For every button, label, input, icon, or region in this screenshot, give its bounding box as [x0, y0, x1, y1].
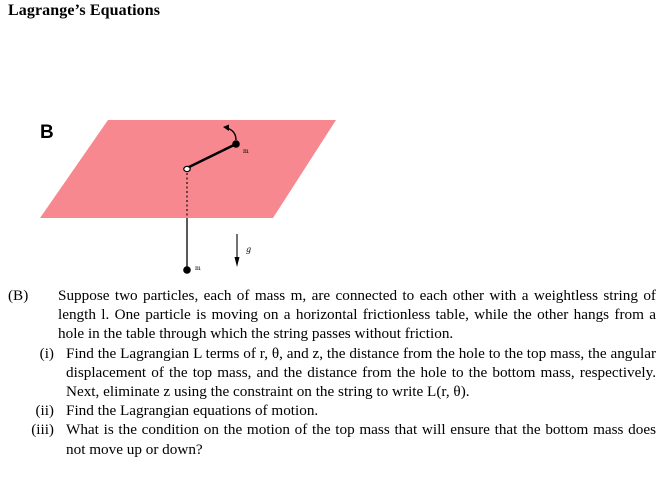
- gravity-label: g: [246, 245, 252, 254]
- top-mass: [232, 140, 240, 148]
- subpart-text: Find the Lagrangian equations of motion.: [66, 402, 319, 420]
- subpart-text: Find the Lagrangian L terms of r, θ, and z, the distance from the hole to the top mass, the angular displacement of the top mass, and the distance from the hole to the bottom mass, respectively. Next, eliminate z using the constraint on the string to write L(r, θ).: [66, 344, 656, 401]
- subpart-item: [20, 401, 656, 420]
- subpart-item: [20, 420, 656, 458]
- problem-text: Suppose two particles, each of mass m, are connected to each other with a weightless string of length l. One particle is moving on a horizontal frictionless table, while the other hangs from a hole in the table through which the string passes without friction.: [58, 287, 656, 343]
- subparts-list: [20, 344, 656, 459]
- bottom-mass: [183, 266, 191, 274]
- problem-statement: [8, 286, 656, 344]
- panel-label: B: [40, 122, 54, 143]
- subpart-label: (iii): [31, 421, 54, 439]
- subpart-item: [20, 344, 656, 402]
- subpart-label: (ii): [35, 402, 54, 420]
- subpart-label: (i): [39, 344, 54, 362]
- problem-label: (B): [8, 287, 29, 304]
- top-mass-label: m: [243, 148, 249, 155]
- page-title: Lagrange’s Equations: [8, 2, 161, 19]
- problem-b: [8, 286, 656, 459]
- subpart-text: What is the condition on the motion of the top mass that will ensure that the bottom mass does not move up or down?: [66, 421, 656, 458]
- table-hole: [184, 166, 190, 171]
- bottom-mass-label: m: [195, 265, 201, 272]
- gravity-arrow-icon: [235, 234, 240, 267]
